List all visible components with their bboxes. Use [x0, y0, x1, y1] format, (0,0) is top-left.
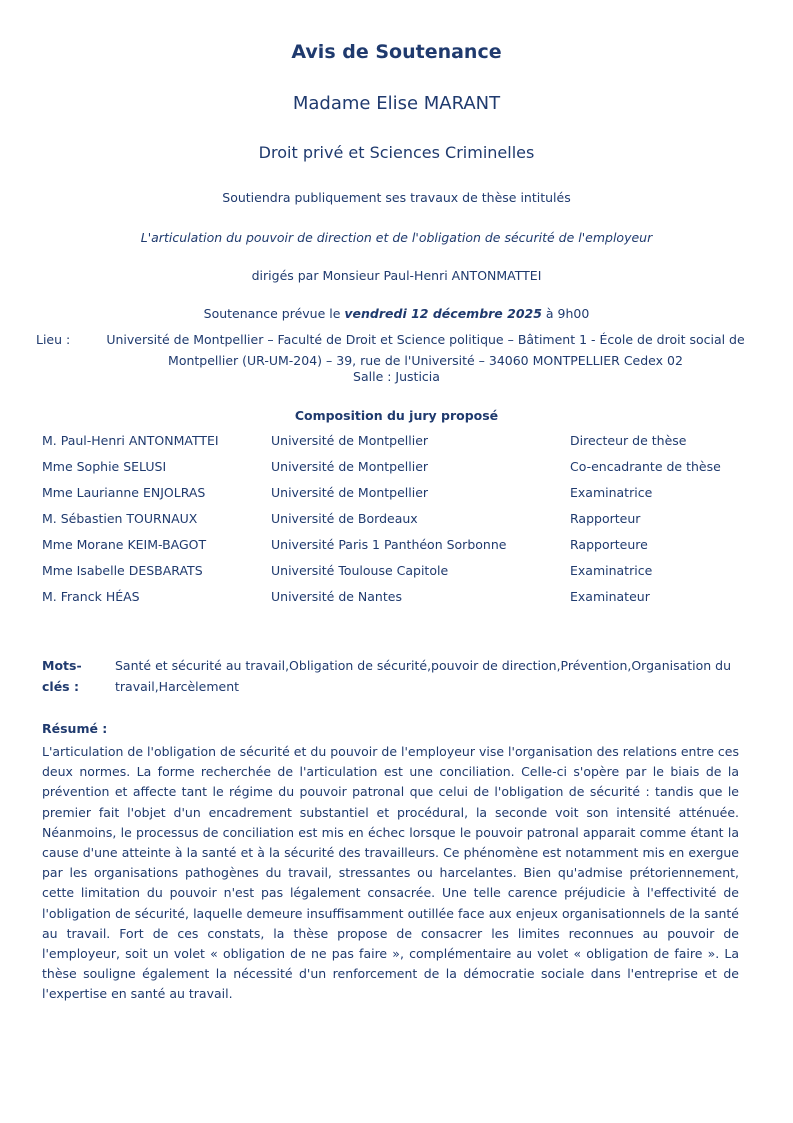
jury-row [42, 537, 762, 563]
defense-date: vendredi 12 décembre 2025 [344, 306, 542, 321]
location-text: Université de Montpellier – Faculté de Droit et Science politique – Bâtiment 1 - École de droit social de Montpellier (UR-UM-204) – 39, rue de l'Université – 34060 MONTPELLIER Cedex 02 [106, 332, 745, 368]
jury-row [42, 511, 762, 537]
jury-institution: Université de Montpellier [271, 485, 429, 500]
jury-role: Co-encadrante de thèse [570, 459, 721, 474]
jury-institution: Université Toulouse Capitole [271, 563, 449, 578]
jury-institution: Université de Bordeaux [271, 511, 418, 526]
location-label: Lieu : [36, 332, 71, 347]
jury-row [42, 563, 762, 589]
thesis-director: dirigés par Monsieur Paul-Henri ANTONMATTEI [251, 268, 542, 283]
jury-institution: Université de Montpellier [271, 433, 429, 448]
jury-institution: Université de Montpellier [271, 459, 429, 474]
keywords-text: Santé et sécurité au travail,Obligation de sécurité,pouvoir de direction,Prévention,Organisation du travail,Harcèlement [115, 658, 732, 694]
jury-role: Rapporteur [570, 511, 641, 526]
defense-date-line [0, 306, 793, 321]
keywords [42, 655, 762, 697]
jury-name: M. Sébastien TOURNAUX [42, 511, 198, 526]
jury-institution: Université Paris 1 Panthéon Sorbonne [271, 537, 507, 552]
defense-location [36, 329, 761, 371]
defense-time: à 9h00 [545, 306, 590, 321]
jury-role: Directeur de thèse [570, 433, 687, 448]
thesis-title: L'articulation du pouvoir de direction et de l'obligation de sécurité de l'employeur [140, 230, 653, 245]
jury-row [42, 459, 762, 485]
jury-name: Mme Morane KEIM-BAGOT [42, 537, 207, 552]
jury-row [42, 589, 762, 615]
jury-name: Mme Laurianne ENJOLRAS [42, 485, 206, 500]
jury-row [42, 433, 762, 459]
jury-role: Examinateur [570, 589, 650, 604]
jury-name: M. Paul-Henri ANTONMATTEI [42, 433, 219, 448]
jury-name: M. Franck HÉAS [42, 589, 140, 604]
jury-institution: Université de Nantes [271, 589, 402, 604]
jury-role: Examinatrice [570, 563, 653, 578]
jury-row [42, 485, 762, 511]
abstract-text: L'articulation de l'obligation de sécurité et du pouvoir de l'employeur vise l'organisation des relations entre ces deux normes. La forme recherchée de l'articulation est une conciliation. Celle-ci s'opère par le biais de la prévention et affecte tant le régime du pouvoir patronal que celui de l'obligation de sécurité : tandis que le premier fait l'objet d'un encadrement substantiel et procédural, la seconde voit son intensité atténuée. Néanmoins, le processus de conciliation est mis en échec lorsque le pouvoir patronal apparait comme étant la cause d'une atteinte à la santé et à la sécurité des travailleurs. Ce phénomène est notamment mis en exergue par les organisations pathogènes du travail, stressantes ou harcelantes. Bien qu'admise prétoriennement, cette limitation du pouvoir n'est pas légalement consacrée. Une telle carence préjudicie à l'effectivité de l'obligation de sécurité, laquelle demeure insuffisamment outillée face aux enjeux organisationnels de la santé au travail. Fort de ces constats, la thèse propose de consacrer les limites reconnues au pouvoir de l'employeur, soit un volet « obligation de ne pas faire », complémentaire au volet « obligation de faire ». La thèse souligne également la nécessité d'un renforcement de la démocratie sociale dans l'entreprise et de l'expertise en santé au travail. [42, 744, 739, 1002]
jury-table [42, 433, 762, 615]
page-title: Avis de Soutenance [291, 41, 502, 63]
defense-room: Salle : Justicia [353, 369, 440, 384]
jury-role: Rapporteure [570, 537, 648, 552]
discipline: Droit privé et Sciences Criminelles [258, 143, 535, 162]
jury-role: Examinatrice [570, 485, 653, 500]
keywords-label: Mots-clés : [42, 658, 82, 694]
jury-name: Mme Sophie SELUSI [42, 459, 167, 474]
candidate-name: Madame Elise MARANT [292, 93, 501, 114]
jury-name: Mme Isabelle DESBARATS [42, 563, 203, 578]
jury-title: Composition du jury proposé [294, 408, 499, 423]
abstract-label: Résumé : [42, 721, 108, 736]
intro-text: Soutiendra publiquement ses travaux de thèse intitulés [222, 190, 571, 205]
defense-prefix: Soutenance prévue le [203, 306, 341, 321]
